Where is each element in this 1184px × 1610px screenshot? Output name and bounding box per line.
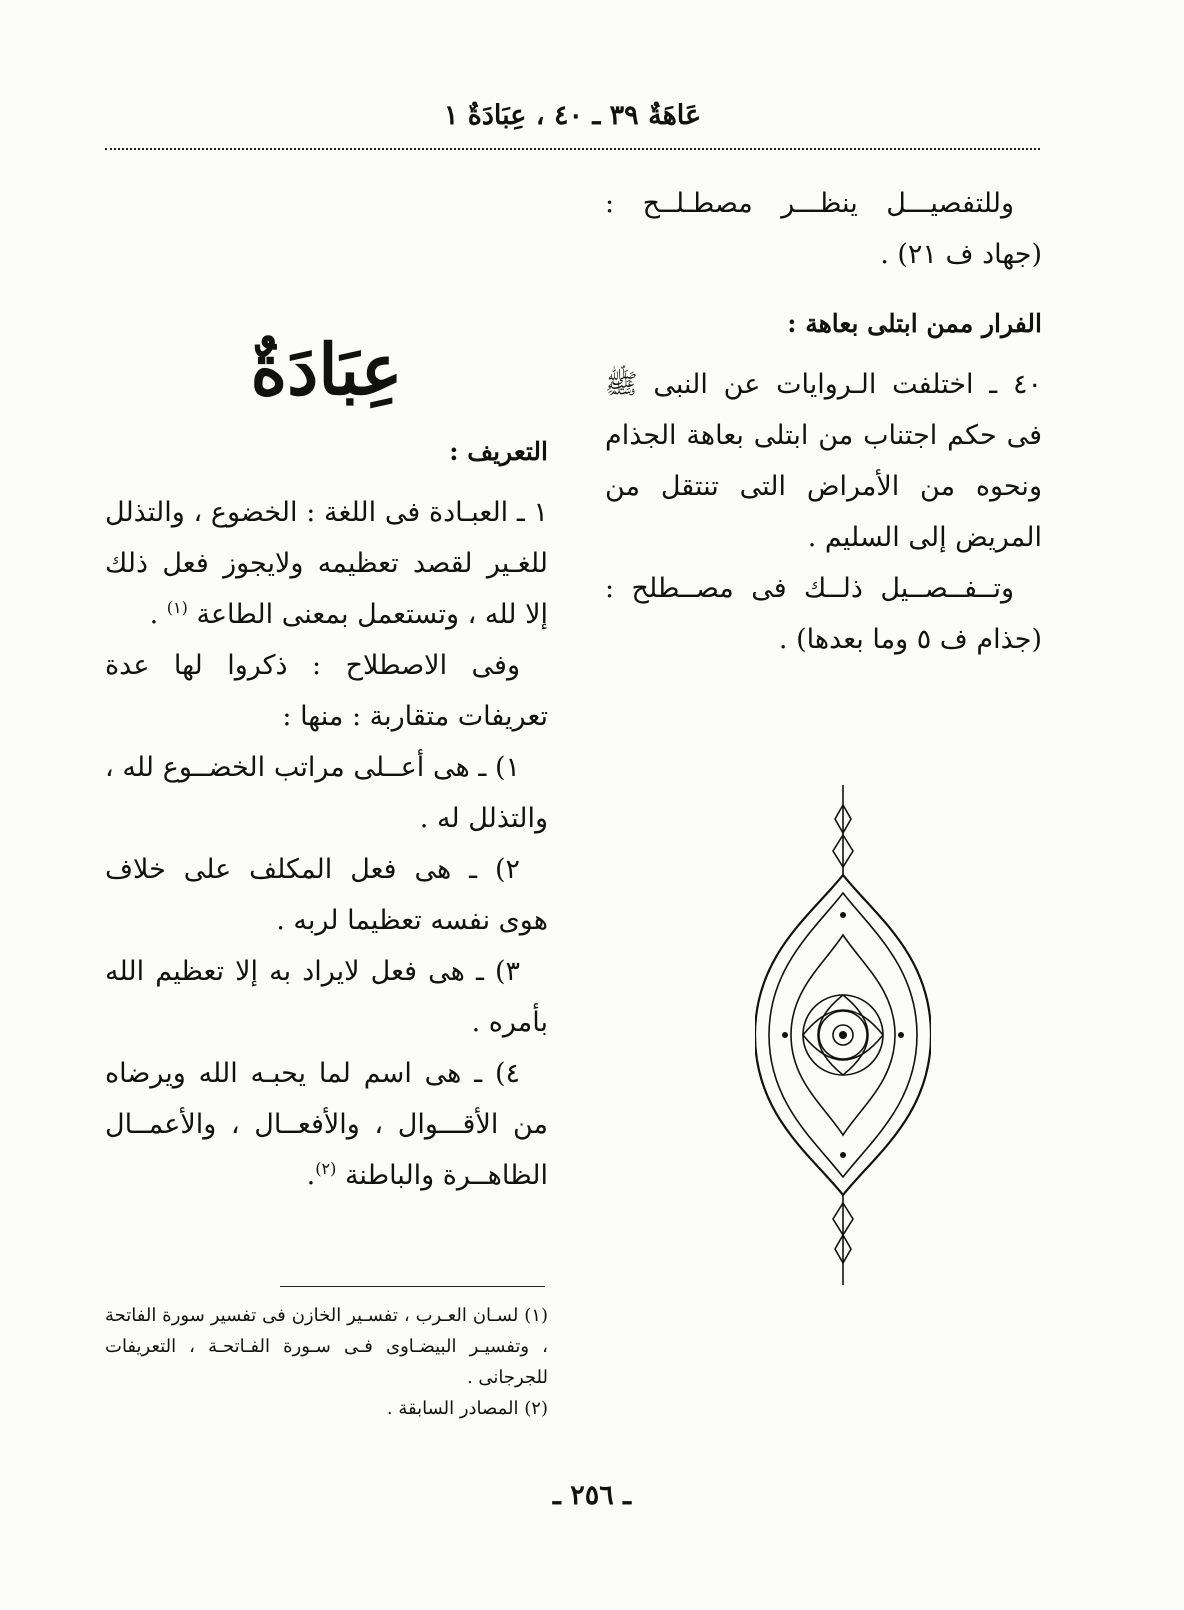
- footnote-ref-1: (١): [166, 598, 188, 617]
- paragraph-1-text: ١ ـ العبـادة فى اللغة : الخضوع ، والتذلل للغـير لقصد تعظيمه ولايجوز فعل ذلك إلا لله ، وتستعمل بمعنى الطاعة: [105, 497, 548, 630]
- running-header: عَاهَةٌ ٣٩ ـ ٤٠ ، عِبَادَةٌ ١: [443, 100, 702, 131]
- definition-4-end: .: [306, 1160, 316, 1191]
- paragraph-2: وفى الاصطلاح : ذكروا لها عدة تعريفات متقاربة : منها :: [105, 650, 548, 732]
- footnote-1: (١) لسـان العـرب ، تفسـير الخازن فى تفسير سورة الفاتحة ، وتفسيـر البيضـاوى فـى سـورة الفـاتحـة ، التعريفات للجرجانى .: [105, 1305, 548, 1388]
- definition-4-text: ٤) ـ هى اسم لما يحبـه الله ويرضاه من الأقـــوال ، والأفعــال ، والأعمــال الظاهــرة والباطنة: [105, 1058, 548, 1191]
- paragraph-1: [105, 487, 548, 640]
- paragraph-1-end: .: [149, 599, 159, 630]
- islamic-ornament-icon: [755, 785, 931, 1285]
- detail-paragraph: وتــفــصــيل ذلــك فى مصــطلح : (جذام ف ٥ وما بعدها) .: [605, 573, 1042, 655]
- definition-4: [105, 1048, 548, 1201]
- page-number: ـ ٢٥٦ ـ: [552, 1480, 632, 1511]
- header-dotted-rule: [105, 148, 1040, 150]
- footnote-2: (٢) المصادر السابقة .: [386, 1398, 548, 1419]
- section-heading-flight: الفرار ممن ابتلى بعاهة :: [787, 309, 1042, 338]
- intro-paragraph: وللتفصيـــل ينظـــر مصطـلــح : (جهاد ف ٢١) .: [605, 188, 1042, 270]
- footnote-ref-2: (٢): [315, 1159, 337, 1178]
- entry-title: عِبَادَةٌ: [250, 328, 403, 411]
- right-column: [605, 178, 1042, 665]
- definition-heading: التعريف :: [449, 437, 548, 466]
- definition-3: ٣) ـ هى فعل لايراد به إلا تعظيم الله بأمره .: [105, 956, 548, 1038]
- definition-2: ٢) ـ هى فعل المكلف على خلاف هوى نفسه تعظيما لربه .: [105, 854, 548, 936]
- left-column: [105, 320, 548, 1201]
- definition-1: ١) ـ هى أعــلى مراتب الخضــوع لله ، والتذلل له .: [105, 752, 548, 834]
- footnotes: [105, 1300, 548, 1424]
- paragraph-40: ٤٠ ـ اختلفت الـروايات عن النبى ﷺ فى حكم اجتناب من ابتلى بعاهة الجذام ونحوه من الأمراض التى تنتقل من المريض إلى السليم .: [605, 369, 1042, 553]
- footnote-rule: [280, 1286, 545, 1287]
